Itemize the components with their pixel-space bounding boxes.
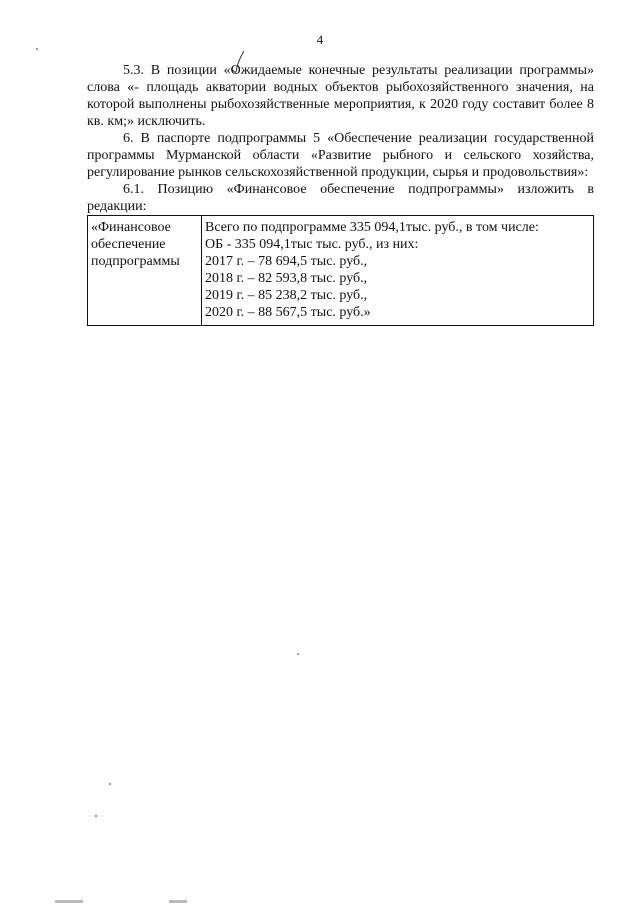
scan-speck — [36, 48, 38, 50]
scan-speck — [297, 653, 299, 655]
label-line: «Финансовое — [91, 220, 171, 235]
value-line-2019: 2019 г. – 85 238,2 тыс. руб., — [205, 288, 368, 303]
financing-label-cell — [88, 216, 202, 326]
page-number: 4 — [316, 32, 324, 47]
value-line-2020: 2020 г. – 88 567,5 тыс. руб.» — [205, 305, 371, 320]
table-row — [88, 216, 594, 326]
footer-scan-artifact — [55, 898, 235, 904]
paragraph-6-1: 6.1. Позицию «Финансовое обеспечение подпрограммы» изложить в редакции: — [87, 182, 594, 214]
value-line-2017: 2017 г. – 78 694,5 тыс. руб., — [205, 254, 368, 269]
value-line-2018: 2018 г. – 82 593,8 тыс. руб., — [205, 271, 368, 286]
financing-table — [87, 215, 594, 326]
scan-speck — [95, 815, 97, 817]
document-body — [87, 62, 594, 326]
value-line-ob: ОБ - 335 094,1тыс тыс. руб., из них: — [205, 237, 419, 252]
paragraph-6: 6. В паспорте подпрограммы 5 «Обеспечение реализации государственной программы Мурманской области «Развитие рыбного и сельского хозяйства, регулирование рынков сельскохозяйственной продукции, сырья и продовольствия»: — [87, 131, 594, 180]
label-line: подпрограммы — [91, 254, 180, 269]
scan-speck — [109, 783, 111, 785]
paragraph-5-3: 5.3. В позиции «Ожидаемые конечные результаты реализации программы» слова «- площадь акватории водных объектов рыбохозяйственного значения, на которой выполнены рыбохозяйственные мероприятия, к 2020 году составит более 8 кв. км;» исключить. — [87, 63, 594, 129]
label-line: обеспечение — [91, 237, 166, 252]
value-line-total: Всего по подпрограмме 335 094,1тыс. руб., в том числе: — [205, 220, 539, 235]
financing-value-cell — [202, 216, 594, 326]
